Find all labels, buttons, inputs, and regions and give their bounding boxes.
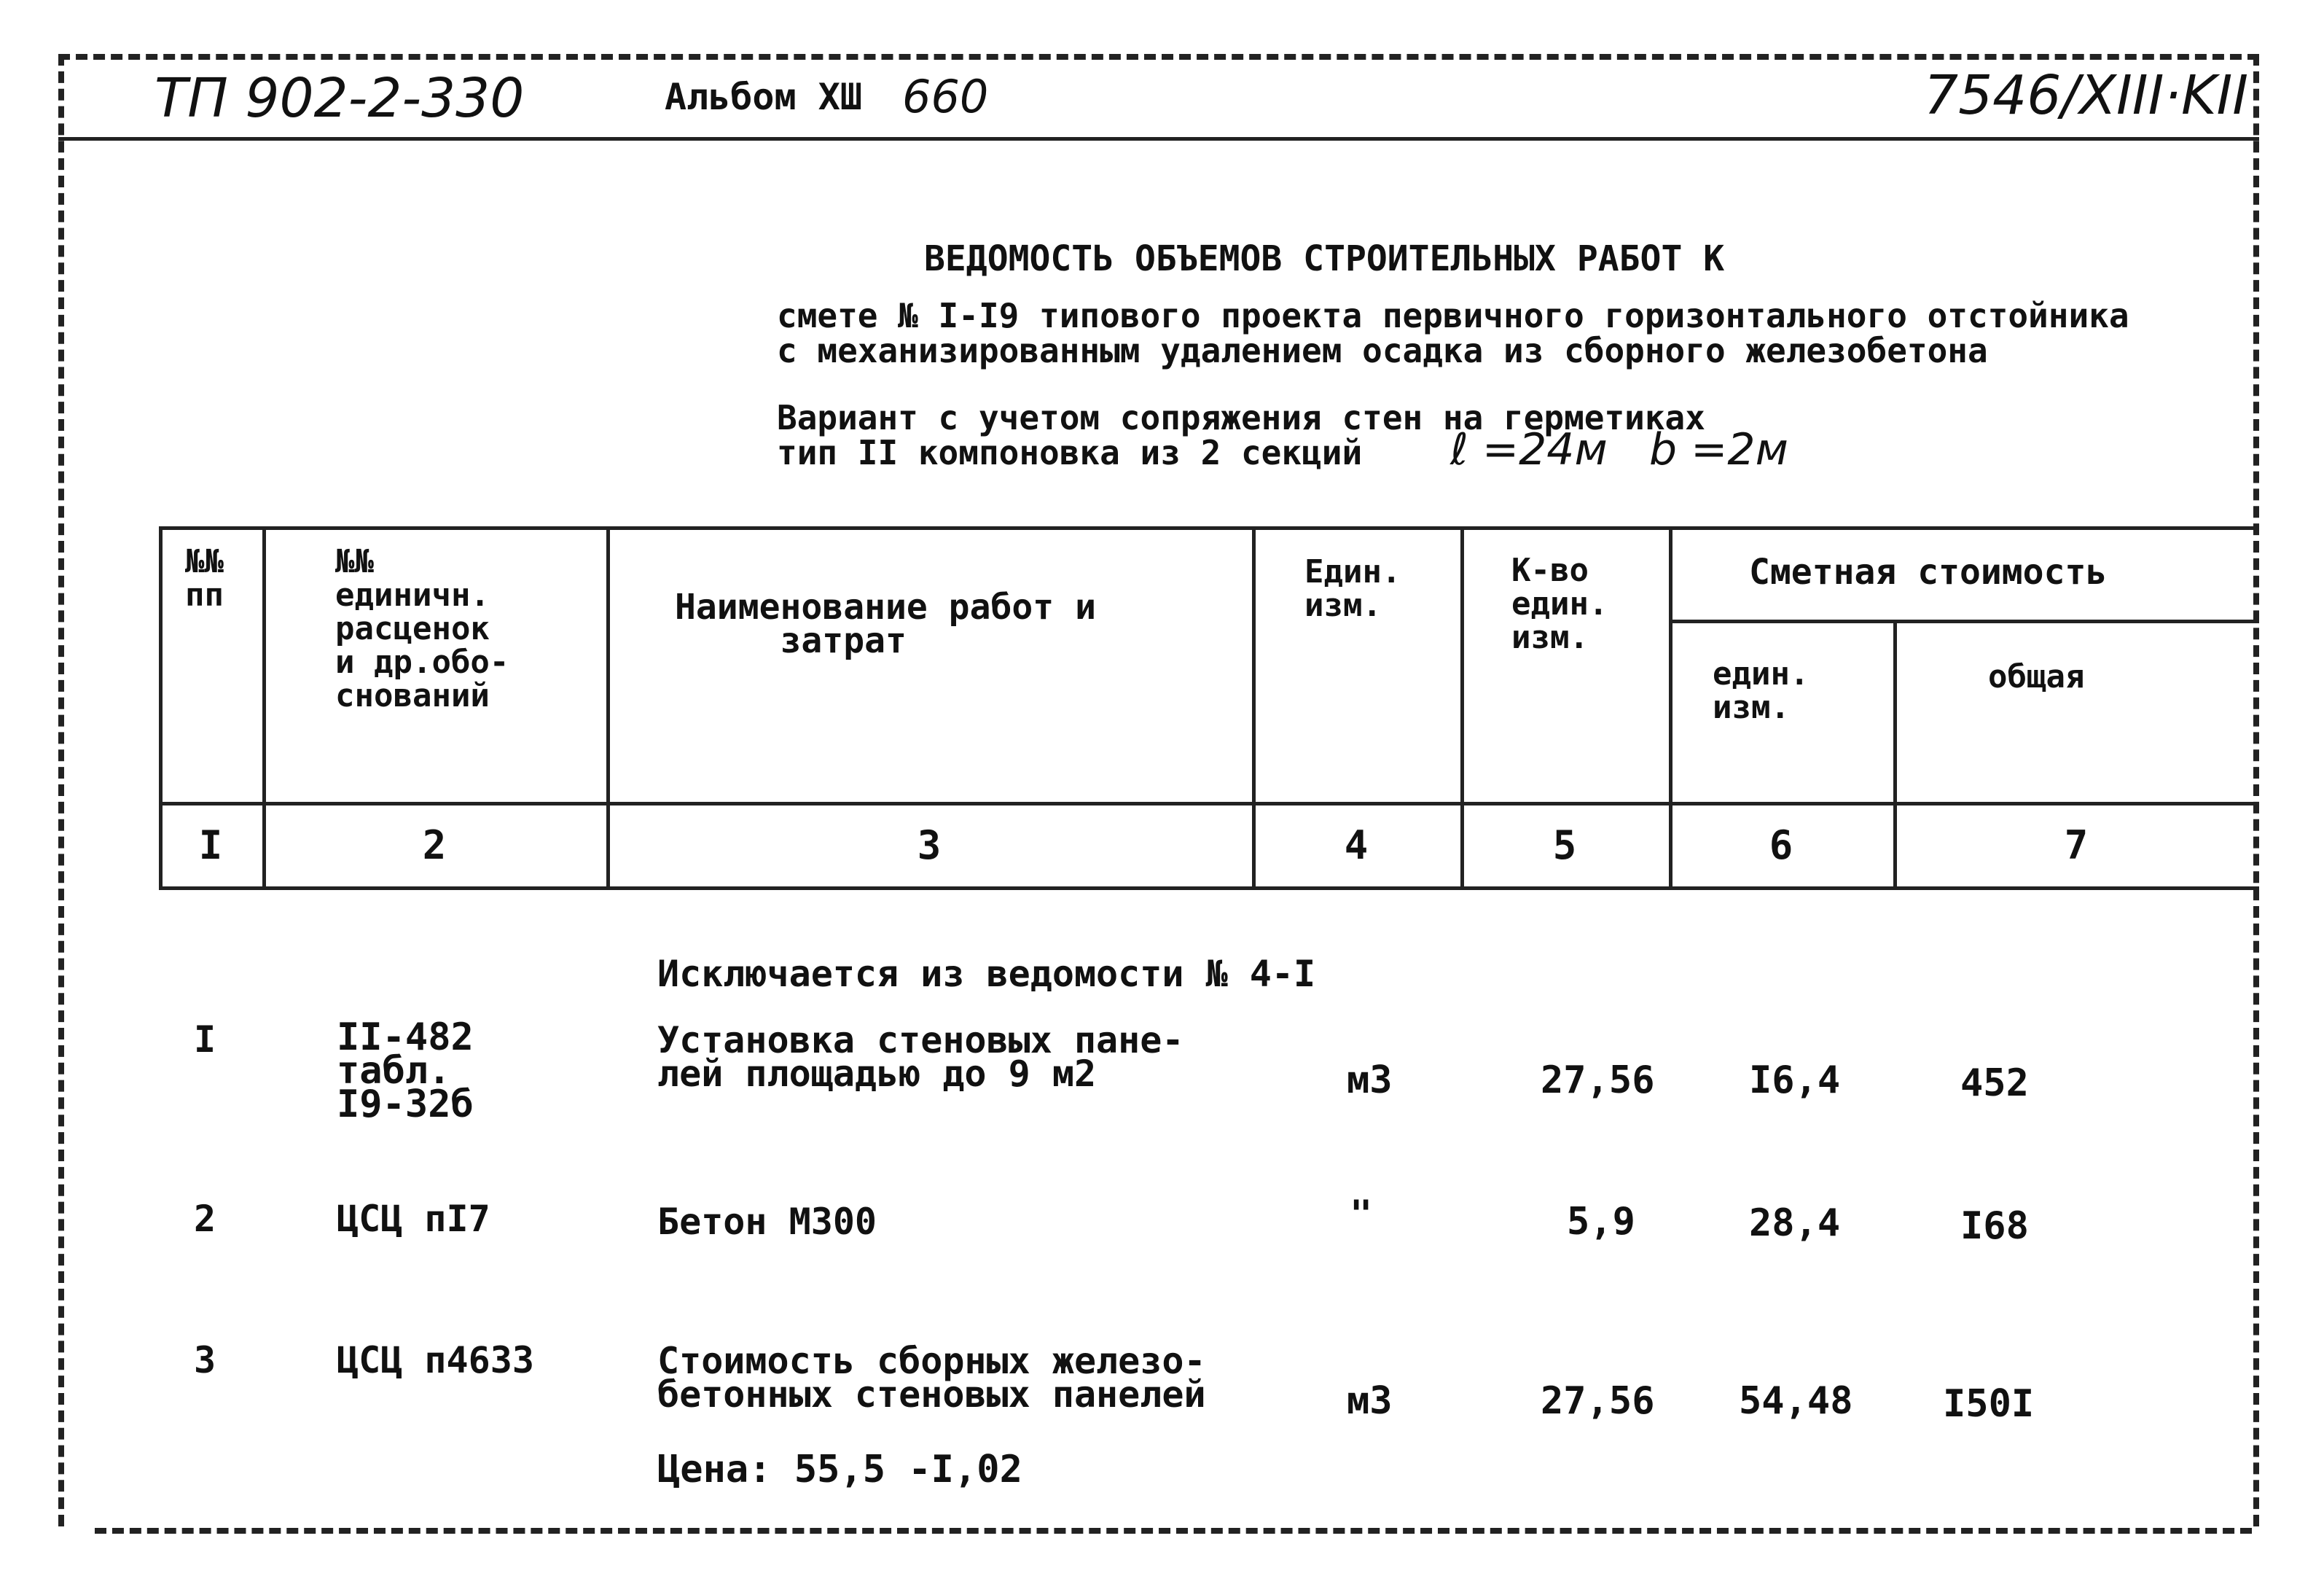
album-label: Альбом ХШ <box>665 76 862 118</box>
header-unit-cost: един. изм. <box>1713 655 1809 726</box>
row-3-number: 3 <box>194 1339 216 1381</box>
row-3-unit-cost: 54,48 <box>1739 1379 1853 1423</box>
row-3-name: Стоимость сборных железо- бетонных стеновых панелей <box>657 1340 1206 1416</box>
album-number: 660 <box>902 70 989 123</box>
header-divider <box>58 137 2259 141</box>
frame-bottom-border <box>95 1528 2252 1534</box>
colnum-bottom-line <box>159 886 2259 890</box>
row-3-total: I50I <box>1943 1382 2035 1426</box>
price-note: Цена: 55,5 -I,02 <box>657 1448 1022 1491</box>
row-2-name: Бетон М300 <box>657 1201 877 1243</box>
header-unit: Един. изм. <box>1304 553 1401 624</box>
colnum-1: I <box>198 822 223 868</box>
row-1-number: I <box>194 1018 216 1061</box>
row-1-basis: II-482 табл. I9-32б <box>337 1015 474 1126</box>
cost-subheader-line <box>1669 620 2259 623</box>
header-bottom-line <box>159 802 2259 805</box>
row-3-unit: м3 <box>1347 1379 1393 1423</box>
row-2-total: I68 <box>1960 1204 2029 1248</box>
title-line-2: смете № I-I9 типового проекта первичного горизонтального отстойника <box>777 296 2129 335</box>
row-3-basis: ЦСЦ п4633 <box>337 1339 534 1381</box>
variant-line-1: Вариант с учетом сопряжения стен на герметиках <box>777 398 1705 437</box>
row-1-total: 452 <box>1960 1061 2029 1105</box>
frame-left-border <box>58 54 64 1526</box>
row-2-unit-cost: 28,4 <box>1749 1201 1841 1245</box>
colnum-4: 4 <box>1344 822 1369 868</box>
row-2-number: 2 <box>194 1198 216 1240</box>
row-2-quantity: 5,9 <box>1567 1200 1635 1244</box>
row-2-unit: " <box>1350 1193 1373 1236</box>
colnum-3: 3 <box>917 822 942 868</box>
frame-top-border <box>58 54 2259 60</box>
header-work-name: Наименование работ и затрат <box>675 587 1096 661</box>
title-line-3: с механизированным удалением осадка из сборного железобетона <box>777 331 1988 370</box>
frame-right-border <box>2253 54 2259 1526</box>
header-basis: №№ единичн. расценок и др.обо- снований <box>335 543 509 714</box>
colnum-5: 5 <box>1552 822 1577 868</box>
section-note: Исключается из ведомости № 4-I <box>657 953 1316 995</box>
row-1-unit-cost: I6,4 <box>1749 1058 1841 1102</box>
row-1-name: Установка стеновых пане- лей площадью до 9 м2 <box>657 1019 1184 1095</box>
colnum-7: 7 <box>2064 822 2089 868</box>
colnum-2: 2 <box>422 822 447 868</box>
colnum-6: 6 <box>1769 822 1793 868</box>
document-reference: 7546/XIII·KII <box>1924 64 2249 127</box>
header-row-number: №№ пп <box>185 543 224 614</box>
header-total-cost: общая <box>1988 658 2085 695</box>
table-top-line <box>159 526 2259 530</box>
header-quantity: К-во един. изм. <box>1511 552 1608 656</box>
variant-line-2: тип II компоновка из 2 секций <box>777 433 1363 472</box>
row-1-quantity: 27,56 <box>1541 1058 1655 1102</box>
section-dimensions: ℓ =24м b =2м <box>1450 424 1788 475</box>
row-2-basis: ЦСЦ пI7 <box>337 1198 490 1240</box>
project-code: ТП 902-2-330 <box>154 67 525 130</box>
row-1-unit: м3 <box>1347 1058 1393 1102</box>
header-cost-group: Сметная стоимость <box>1749 552 2108 593</box>
row-3-quantity: 27,56 <box>1541 1379 1655 1423</box>
title-heading: ВЕДОМОСТЬ ОБЪЕМОВ СТРОИТЕЛЬНЫХ РАБОТ К <box>924 238 1725 279</box>
